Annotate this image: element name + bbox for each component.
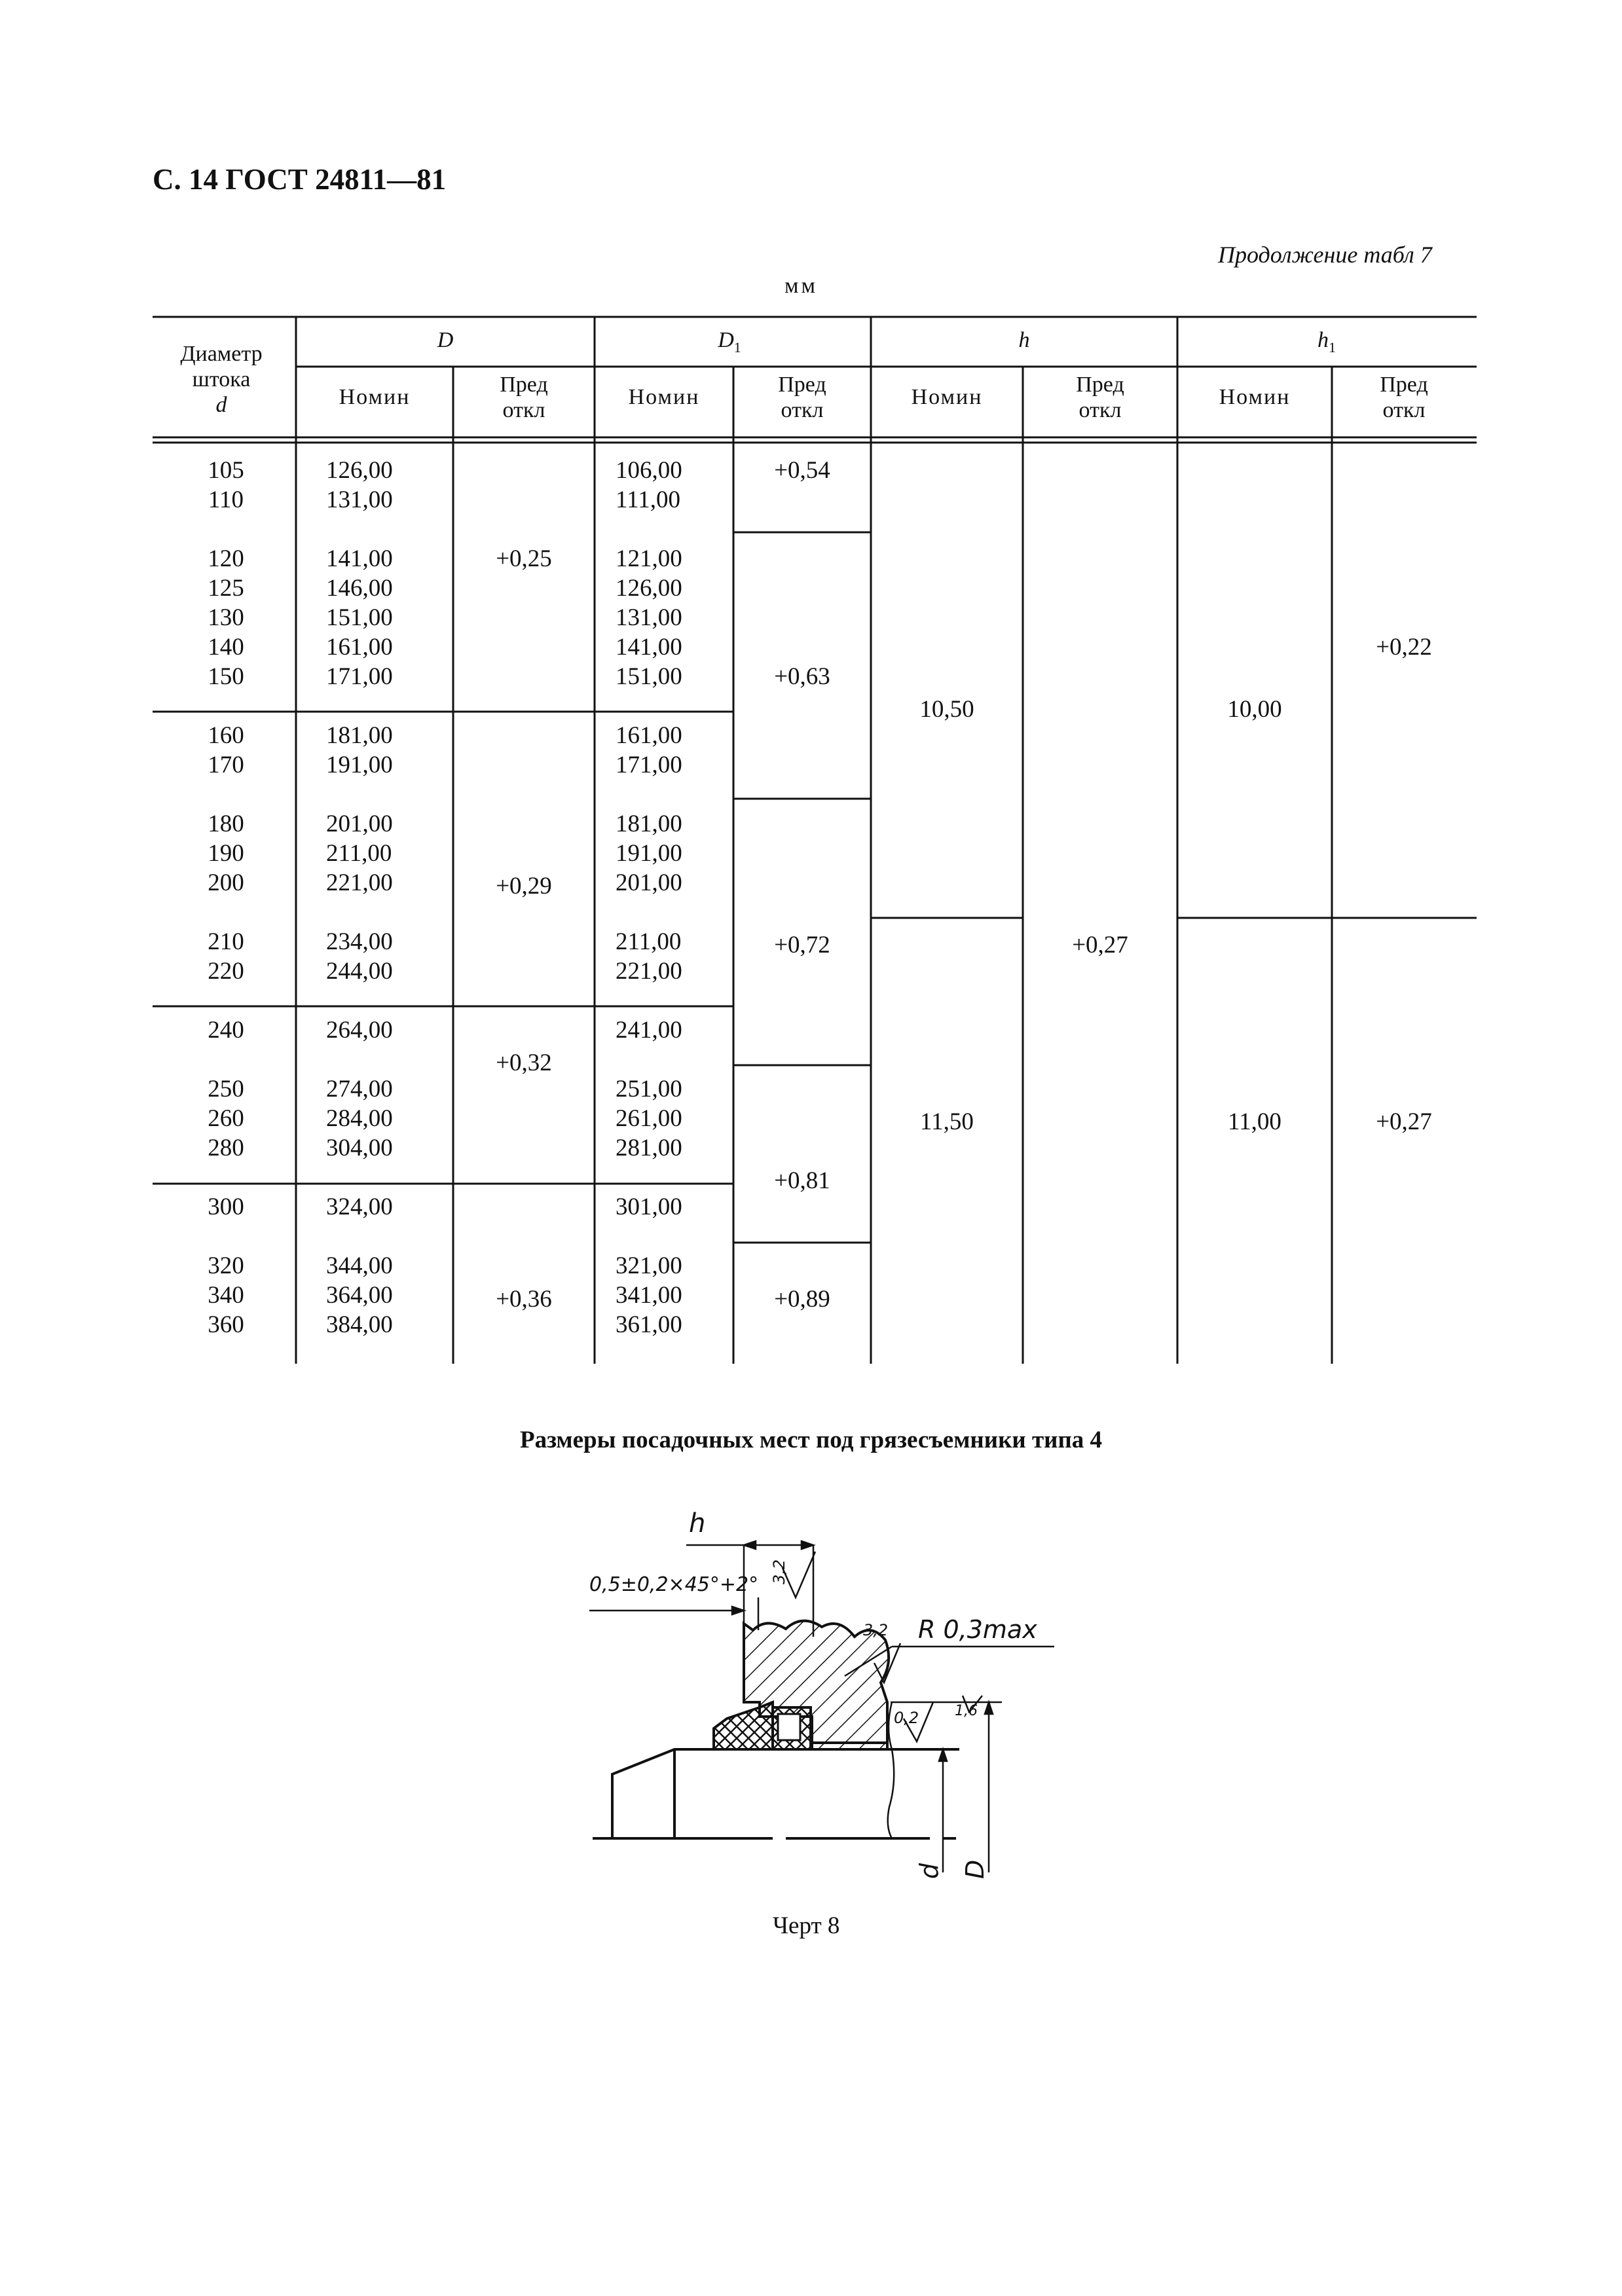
h1-tol-2: +0,27 — [1376, 1108, 1432, 1135]
D-tol-4: +0,36 — [496, 1286, 552, 1313]
cell-d: 260 — [208, 1105, 244, 1132]
cell-D-nom: 126,00 — [326, 457, 393, 484]
cell-d: 120 — [208, 545, 244, 572]
dim-d-label: d — [915, 1863, 944, 1879]
radius-label: R 0,3max — [918, 1615, 1037, 1644]
h-nom-1: 10,50 — [919, 696, 974, 723]
cell-D-nom: 274,00 — [326, 1076, 393, 1102]
cell-d: 130 — [208, 604, 244, 631]
D-tol-3: +0,32 — [496, 1049, 552, 1076]
header-h-nom: Номин — [911, 385, 983, 409]
cell-d: 190 — [208, 840, 244, 867]
D1-tol-1: +0,54 — [774, 457, 830, 484]
cell-D1-nom: 121,00 — [616, 545, 682, 572]
cell-D-nom: 201,00 — [326, 811, 393, 837]
cell-d: 300 — [208, 1194, 244, 1220]
rough-02-label: 0,2 — [894, 1709, 919, 1727]
D-tol-1: +0,25 — [496, 545, 552, 572]
cell-d: 160 — [208, 722, 244, 749]
cell-D-nom: 211,00 — [326, 840, 392, 867]
dim-D-label: D — [961, 1859, 989, 1879]
cell-d: 150 — [208, 663, 244, 690]
cell-d: 110 — [208, 486, 244, 513]
cell-d: 340 — [208, 1282, 244, 1309]
cell-D1-nom: 106,00 — [616, 457, 682, 484]
cell-D1-nom: 171,00 — [616, 752, 682, 778]
header-D1-dev1: Пред — [778, 373, 826, 397]
header-h-dev2: откл — [1078, 398, 1122, 422]
cell-D-nom: 364,00 — [326, 1282, 393, 1309]
rough-32b-label: 3,2 — [863, 1621, 889, 1639]
cell-D1-nom: 201,00 — [616, 869, 682, 896]
D1-tol-4: +0,81 — [774, 1167, 830, 1194]
rough-32-label: 3,2 — [770, 1559, 788, 1584]
cell-D-nom: 234,00 — [326, 928, 393, 955]
header-D: D — [437, 328, 454, 352]
cell-D1-nom: 131,00 — [616, 604, 682, 631]
figure-label: Черт 8 — [773, 1912, 840, 1939]
h-nom-2: 11,50 — [920, 1108, 974, 1135]
header-D-dev2: откл — [502, 398, 545, 422]
wiper-section — [714, 1702, 773, 1749]
cell-D1-nom: 341,00 — [616, 1282, 682, 1309]
D-tol-2: +0,29 — [496, 873, 552, 900]
header-h-dev1: Пред — [1076, 373, 1124, 397]
cell-D1-nom: 221,00 — [616, 958, 682, 985]
page-header: С. 14 ГОСТ 24811—81 — [153, 163, 447, 196]
header-D1-dev2: откл — [781, 398, 824, 422]
header-D-nom: Номин — [339, 385, 411, 409]
h-tol: +0,27 — [1072, 932, 1128, 958]
cell-D1-nom: 251,00 — [616, 1076, 682, 1102]
header-h1-dev1: Пред — [1380, 373, 1428, 397]
header-h1-nom: Номин — [1219, 385, 1291, 409]
cell-D1-nom: 151,00 — [616, 663, 682, 690]
cell-D-nom: 344,00 — [326, 1252, 393, 1279]
cell-D-nom: 221,00 — [326, 869, 393, 896]
cell-D1-nom: 191,00 — [616, 840, 682, 867]
header-D1: $D_1$ — [718, 328, 741, 355]
cell-D1-nom: 211,00 — [616, 928, 682, 955]
header-h: h — [1018, 328, 1030, 352]
rough-16-label: 1,6 — [955, 1703, 978, 1719]
cell-D1-nom: 261,00 — [616, 1105, 682, 1132]
cell-d: 250 — [208, 1076, 244, 1102]
header-d-line1: Диаметр — [180, 342, 263, 366]
rod-outline — [612, 1749, 894, 1838]
cell-D-nom: 284,00 — [326, 1105, 393, 1132]
cell-D-nom: 191,00 — [326, 752, 393, 778]
header-D-dev1: Пред — [500, 373, 548, 397]
cell-D1-nom: 281,00 — [616, 1135, 682, 1161]
drawing-caption: Размеры посадочных мест под грязесъемники типа 4 — [519, 1427, 1103, 1453]
dim-chamfer-label: 0,5±0,2×45°+2° — [589, 1573, 759, 1596]
cell-d: 125 — [208, 575, 244, 602]
header-h1: $h_1$ — [1318, 328, 1336, 355]
D1-tol-2: +0,63 — [774, 663, 830, 690]
cell-d: 200 — [208, 869, 244, 896]
cell-D-nom: 181,00 — [326, 722, 393, 749]
cell-D1-nom: 321,00 — [616, 1252, 682, 1279]
cell-D1-nom: 301,00 — [616, 1194, 682, 1220]
cell-D1-nom: 141,00 — [616, 634, 682, 661]
cell-D-nom: 141,00 — [326, 545, 393, 572]
cell-D1-nom: 161,00 — [616, 722, 682, 749]
cell-d: 360 — [208, 1311, 244, 1338]
cell-D1-nom: 361,00 — [616, 1311, 682, 1338]
cell-D1-nom: 181,00 — [616, 811, 682, 837]
cell-D1-nom: 126,00 — [616, 575, 682, 602]
cell-D-nom: 304,00 — [326, 1135, 393, 1161]
h1-tol-1: +0,22 — [1376, 634, 1432, 661]
cell-D-nom: 171,00 — [326, 663, 393, 690]
cell-D-nom: 161,00 — [326, 634, 393, 661]
cell-d: 320 — [208, 1252, 244, 1279]
cell-d: 280 — [208, 1135, 244, 1161]
header-d-symbol: d — [215, 393, 227, 417]
cell-D-nom: 146,00 — [326, 575, 393, 602]
cell-d: 180 — [208, 811, 244, 837]
h1-nom-1: 10,00 — [1227, 696, 1282, 723]
units-label: мм — [784, 274, 819, 298]
table-continuation-label: Продолжение табл 7 — [1218, 242, 1432, 268]
cell-D-nom: 151,00 — [326, 604, 393, 631]
D1-tol-3: +0,72 — [774, 932, 830, 958]
cell-D1-nom: 241,00 — [616, 1017, 682, 1044]
cell-D-nom: 244,00 — [326, 958, 393, 985]
header-D1-nom: Номин — [628, 385, 700, 409]
header-h1-dev2: откл — [1382, 398, 1426, 422]
cell-d: 240 — [208, 1017, 244, 1044]
cell-d: 105 — [208, 457, 244, 484]
D1-tol-5: +0,89 — [774, 1286, 830, 1313]
cell-d: 170 — [208, 752, 244, 778]
header-d-line2: штока — [192, 367, 251, 392]
cell-D1-nom: 111,00 — [616, 486, 681, 513]
cell-d: 220 — [208, 958, 244, 985]
cell-D-nom: 324,00 — [326, 1194, 393, 1220]
cell-d: 140 — [208, 634, 244, 661]
cell-d: 210 — [208, 928, 244, 955]
h1-nom-2: 11,00 — [1228, 1108, 1281, 1135]
dim-h-label: h — [689, 1508, 706, 1539]
cell-D-nom: 384,00 — [326, 1311, 393, 1338]
cell-D-nom: 264,00 — [326, 1017, 393, 1044]
cell-D-nom: 131,00 — [326, 486, 393, 513]
